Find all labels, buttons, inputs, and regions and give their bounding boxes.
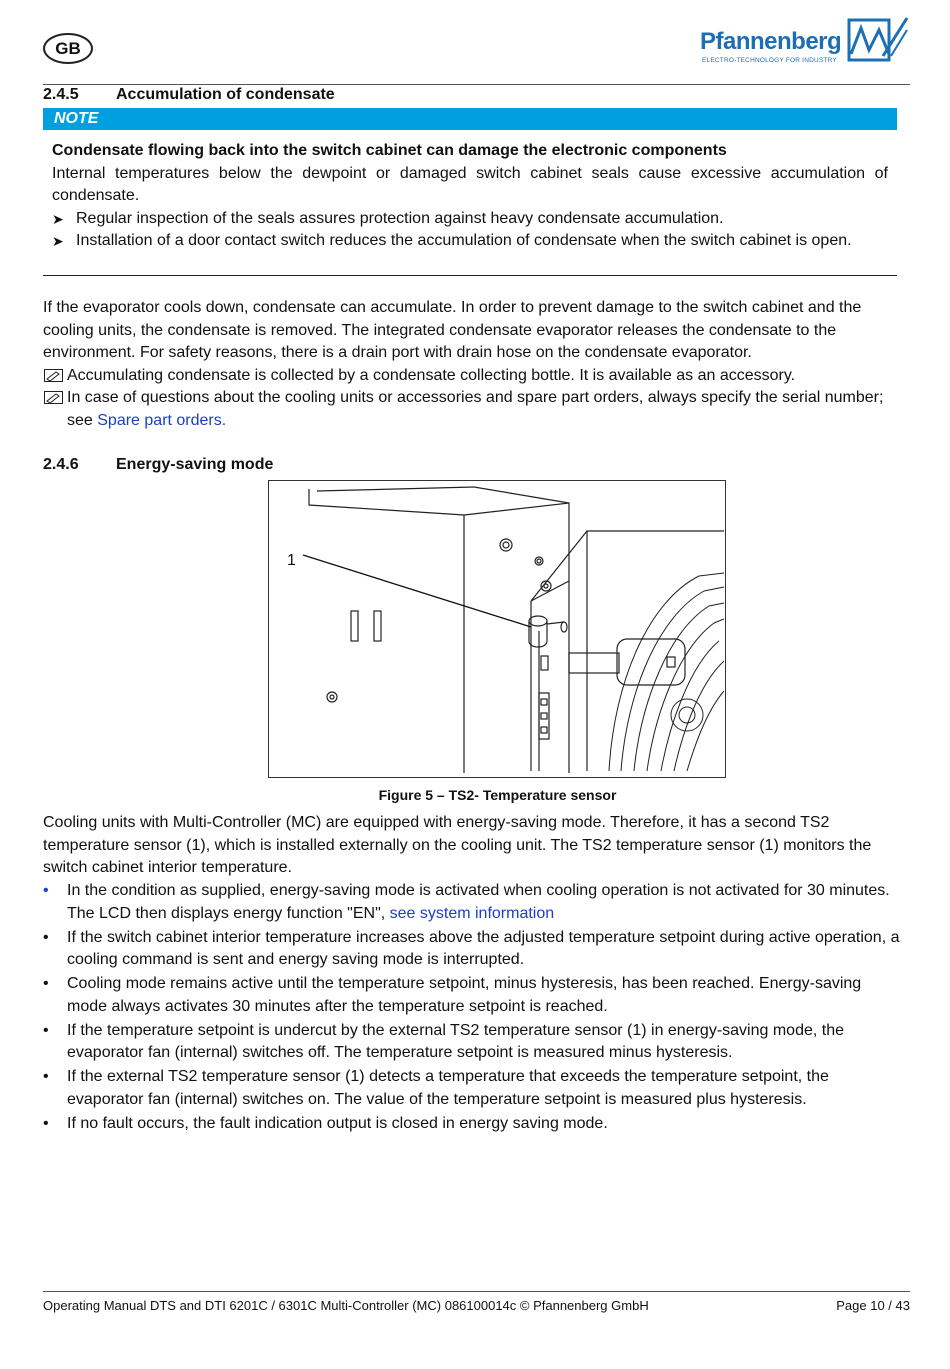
page-number: Page 10 / 43 [836,1298,910,1313]
note-bottom-rule [43,275,897,276]
list-item-text: If the switch cabinet interior temperature increases above the adjusted temperature setpoint during active operation, a cooling command is sent and energy saving mode is interrupted. [67,928,900,968]
header-rule [43,84,910,85]
list-item [43,1113,903,1136]
logo-tagline: ELECTRO-TECHNOLOGY FOR INDUSTRY [702,57,837,64]
list-item-text: Cooling mode remains active until the temperature setpoint, minus hysteresis, has been reached. Energy-saving mode always activates 30 minutes after the temperature setpoint is reached. [67,975,862,1015]
condensate-paragraph [43,297,901,432]
list-item-text: If the external TS2 temperature sensor (1) detects a temperature that exceeds the temperature setpoint, the evaporator fan (internal) switches on. The value of the temperature setpoint is measured plus hysteresis. [67,1068,829,1108]
hint-item [43,387,901,432]
energy-saving-bullet-list [43,880,903,1137]
logo-name: Pfannenberg [700,28,842,55]
note-body [52,140,888,253]
bullet-dot-icon: • [43,882,49,899]
list-item-text: In the condition as supplied, energy-saving mode is activated when cooling operation is not activated for 30 minutes. The LCD then displays energy function "EN", [67,882,890,922]
note-banner: NOTE [43,108,897,130]
footer-rule [43,1291,910,1292]
note-item [52,230,888,253]
note-item [52,208,888,231]
list-item [43,1066,903,1111]
section-number: 2.4.5 [43,86,79,103]
bullet-dot-icon: • [43,928,49,946]
bullet-dot-icon: • [43,1114,49,1132]
bullet-dot-icon: • [43,975,49,992]
hint-text: In case of questions about the cooling units or accessories and spare part orders, always specify the serial number; see [67,389,884,429]
hint-item [43,365,901,388]
note-text: Internal temperatures below the dewpoint or damaged switch cabinet seals cause excessive accumulation of condensate. [52,164,888,204]
list-item [43,973,903,1018]
list-item-text: If no fault occurs, the fault indication output is closed in energy saving mode. [67,1114,608,1132]
figure-caption: Figure 5 – TS2- Temperature sensor [378,787,617,803]
callout-leader-line [303,555,531,627]
see-system-information-link[interactable]: see system information [389,904,555,922]
list-item [43,1020,903,1065]
language-badge: GB [43,33,93,64]
list-item-text: If the temperature setpoint is undercut by the external TS2 temperature sensor (1) in energy-saving mode, the evaporator fan (internal) switches off. The temperature setpoint is measured minus hysteresis. [67,1021,845,1061]
figure-callout: 1 [287,552,296,569]
bullet-dot-icon: • [43,1021,49,1039]
section-heading-2-4-6 [43,456,273,474]
logo-mark-icon [847,16,909,64]
note-item-text: Regular inspection of the seals assures protection against heavy condensate accumulation. [76,209,724,227]
hint-pen-icon [44,391,63,404]
arrow-bullet-icon: ➤ [52,210,64,227]
energy-intro-paragraph: Cooling units with Multi-Controller (MC) are equipped with energy-saving mode. Therefore, it has a second TS2 temperature sensor (1), which is installed externally on the cooling unit. The TS2 temperature sensor (1) monitors the switch cabinet interior temperature. [43,814,872,876]
cooling-unit-drawing [269,481,726,778]
hint-text: Accumulating condensate is collected by a condensate collecting bottle. It is available as an accessory. [67,366,796,384]
arrow-bullet-icon: ➤ [52,233,64,249]
note-heading: Condensate flowing back into the switch cabinet can damage the electronic components [52,142,727,159]
section-title: Energy-saving mode [116,456,274,473]
footer-document-info: Operating Manual DTS and DTI 6201C / 6301C Multi-Controller (MC) 086100014c © Pfannenberg GmbH [43,1298,649,1313]
page-footer [43,1298,910,1313]
section-number: 2.4.6 [43,456,79,473]
spare-part-orders-link[interactable]: Spare part orders. [97,411,227,429]
note-item-text: Installation of a door contact switch reduces the accumulation of condensate when the switch cabinet is open. [76,232,852,249]
hint-pen-icon [44,369,63,382]
pfannenberg-logo [700,14,912,64]
list-item [43,927,903,972]
body-text: If the evaporator cools down, condensate can accumulate. In order to prevent damage to the switch cabinet and the cooling units, the condensate is removed. The integrated condensate evaporator releases the condensate to the environment. For safety reasons, there is a drain port with drain hose on the condensate evaporator. [43,299,862,361]
list-item [43,880,903,925]
section-title: Accumulation of condensate [116,86,335,103]
section-heading-2-4-5 [43,86,335,104]
temperature-sensor-figure [268,480,726,778]
bullet-dot-icon: • [43,1068,49,1085]
